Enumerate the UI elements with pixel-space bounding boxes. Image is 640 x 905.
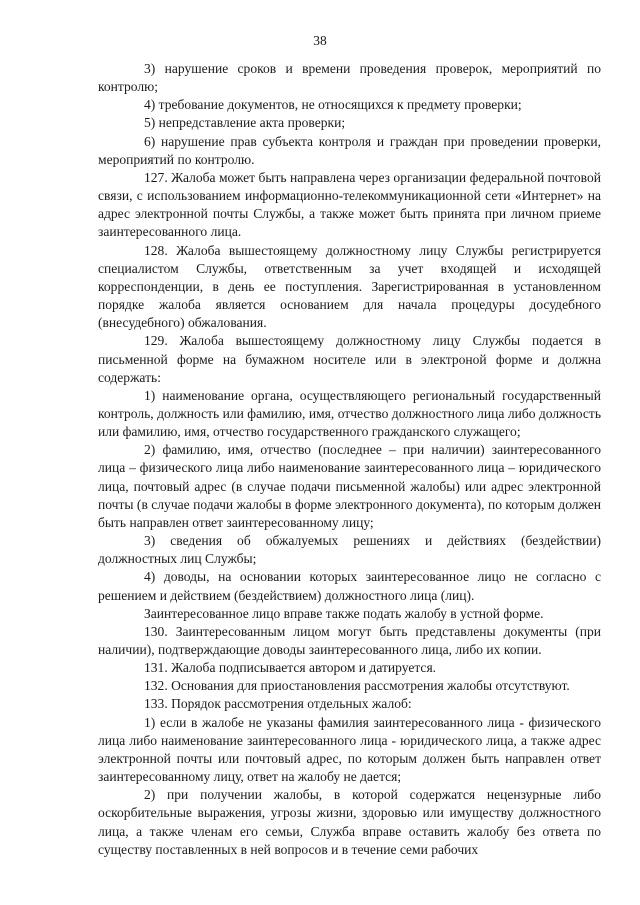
paragraph: 132. Основания для приостановления рассмотрения жалобы отсутствуют. bbox=[144, 678, 570, 694]
paragraph: Заинтересованное лицо вправе также подать жалобу в устной форме. bbox=[144, 605, 544, 621]
paragraph: 2) фамилию, имя, отчество (последнее – при наличии) заинтересованного лица – физического лица либо наименование заинтересованного лица – юридического лица, почтовый адрес (в случае подачи письменной жалобы) или адрес электронной почты (в случае подачи жалобы в форме электронного документа), по которым должен быть направлен ответ заинтересованному лицу; bbox=[98, 442, 601, 530]
paragraph: 4) доводы, на основании которых заинтересованное лицо не согласно с решением и действием (бездействием) должностного лица (лиц). bbox=[98, 569, 601, 603]
paragraph: 133. Порядок рассмотрения отдельных жалоб: bbox=[144, 696, 412, 712]
paragraph: 130. Заинтересованным лицом могут быть представлены документы (при наличии), подтверждающие доводы заинтересованного лица, либо их копии. bbox=[98, 623, 601, 657]
paragraph: 2) при получении жалобы, в которой содержатся нецензурные либо оскорбительные выражения, угрозы жизни, здоровью или имуществу должностного лица, а также членам его семьи, Служба вправе оставить жалобу без ответа по существу поставленных в ней вопросов и в течение семи рабочих bbox=[98, 787, 601, 857]
paragraph: 127. Жалоба может быть направлена через организации федеральной почтовой связи, с использованием информационно-телекоммуникационной сети «Интернет» на адрес электронной почты Службы, а также может быть принята при личном приеме заинтересованного лица. bbox=[98, 169, 601, 240]
paragraph: 6) нарушение прав субъекта контроля и граждан при проведении проверки, мероприятий по контролю. bbox=[98, 133, 601, 167]
paragraph: 1) если в жалобе не указаны фамилия заинтересованного лица - физического лица либо наименование заинтересованного лица - юридического лица, а также адрес электронной почты или почтовый адрес, по которым должен быть направлен ответ заинтересованному лицу, ответ на жалобу не дается; bbox=[98, 714, 601, 785]
paragraph: 131. Жалоба подписывается автором и датируется. bbox=[144, 660, 437, 676]
page-number: 38 bbox=[313, 33, 327, 48]
paragraph: 4) требование документов, не относящихся к предмету проверки; bbox=[144, 97, 522, 113]
paragraph: 3) сведения об обжалуемых решениях и действиях (бездействии) должностных лиц Службы; bbox=[98, 533, 601, 567]
paragraph: 5) непредставление акта проверки; bbox=[144, 115, 346, 131]
document-body bbox=[98, 60, 601, 859]
paragraph: 3) нарушение сроков и времени проведения проверок, мероприятий по контролю; bbox=[98, 61, 601, 95]
paragraph: 1) наименование органа, осуществляющего региональный государственный контроль, должность или фамилию, имя, отчество должностного лица либо должность или фамилию, имя, отчество государственного гражданского служащего; bbox=[98, 387, 601, 440]
paragraph: 129. Жалоба вышестоящему должностному лицу Службы подается в письменной форме на бумажном носителе или в электроной форме и должна содержать: bbox=[98, 333, 601, 385]
paragraph: 128. Жалоба вышестоящему должностному лицу Службы регистрируется специалистом Службы, ответственным за учет входящей и исходящей корреспонденции, в день ее поступления. Зарегистрированная в установленном порядке жалоба является основанием для начала процедуры досудебного (внесудебного) обжалования. bbox=[98, 242, 601, 331]
